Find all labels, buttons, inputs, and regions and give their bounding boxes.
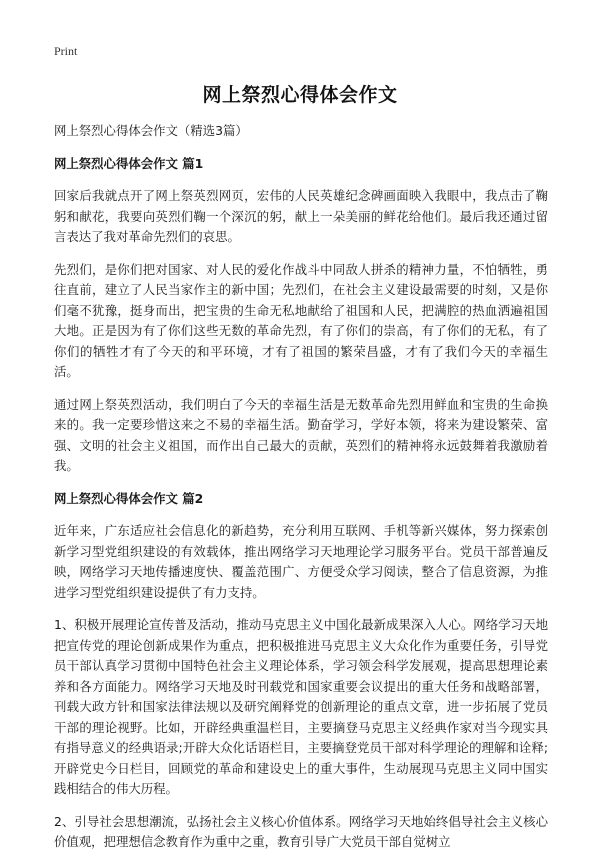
- article-body: [54, 121, 548, 865]
- print-link[interactable]: Print: [54, 44, 78, 58]
- paragraph: 先烈们，是你们把对国家、对人民的爱化作战斗中同敌人拼杀的精神力量，不怕牺牲，勇往直前，建立了人民当家作主的新中国；先烈们，在社会主义建设最需要的时刻，又是你们毫不犹豫，挺身而出，把宝贵的生命无私地献给了祖国和人民，把满腔的热血洒遍祖国大地。正是因为有了你们这些无数的革命先烈，有了你们的崇高，有了你们的无私，有了你们的牺牲才有了今天的和平环境，才有了祖国的繁荣昌盛，才有了我们今天的幸福生活。: [54, 261, 548, 379]
- paragraph: 通过网上祭英烈活动，我们明白了今天的幸福生活是无数革命先烈用鲜血和宝贵的生命换来的。我一定要珍惜这来之不易的幸福生活。勤奋学习，学好本领，将来为建设繁荣、富强、文明的社会主义祖国，而作出自己最大的贡献，英烈们的精神将永远鼓舞着我激励着我。: [54, 396, 548, 473]
- section-heading-2: 网上祭烈心得体会作文 篇2: [54, 490, 204, 506]
- page-title: 网上祭烈心得体会作文: [202, 84, 398, 106]
- paragraph: 回家后我就点开了网上祭英烈网页，宏伟的人民英雄纪念碑画面映入我眼中，我点击了鞠躬和献花，我要向英烈们鞠一个深沉的躬，献上一朵美丽的鲜花给他们。最后我还通过留言表达了我对革命先烈们的哀思。: [54, 188, 548, 244]
- paragraph: 1、积极开展理论宣传普及活动，推动马克思主义中国化最新成果深入人心。网络学习天地把宣传党的理论创新成果作为重点，把积极推进马克思主义大众化作为重要任务，引导党员干部认真学习贯彻中国特色社会主义理论体系，学习领会科学发展观，提高思想理论素养和各方面能力。网络学习天地及时刊载党和国家重要会议提出的重大任务和战略部署，刊载大政方针和国家法律法规以及研究阐释党的创新理论的重点文章，进一步拓展了党员干部的理论视野。比如，开辟经典重温栏目，主要摘登马克思主义经典作家对当今现实具有指导意义的经典语录;开辟大众化话语栏目，主要摘登党员干部对科学理论的理解和诠释;开辟党史今日栏目，回顾党的革命和建设史上的重大事件，生动展现马克思主义同中国实践相结合的伟大历程。: [54, 617, 548, 796]
- article-subtitle: 网上祭烈心得体会作文（精选3篇）: [54, 123, 248, 138]
- paragraph: 2、引导社会思想潮流，弘扬社会主义核心价值体系。网络学习天地始终倡导社会主义核心价值观，把理想信念教育作为重中之重，教育引导广大党员干部自觉树立: [54, 813, 548, 849]
- section-heading-1: 网上祭烈心得体会作文 篇1: [54, 155, 204, 171]
- paragraph: 近年来，广东适应社会信息化的新趋势，充分利用互联网、手机等新兴媒体，努力探索创新学习型党组织建设的有效载体，推出网络学习天地理论学习服务平台。党员干部普遍反映，网络学习天地传播速度快、覆盖范围广、方便受众学习阅读，整合了信息资源，为推进学习型党组织建设提供了有力支持。: [54, 523, 548, 600]
